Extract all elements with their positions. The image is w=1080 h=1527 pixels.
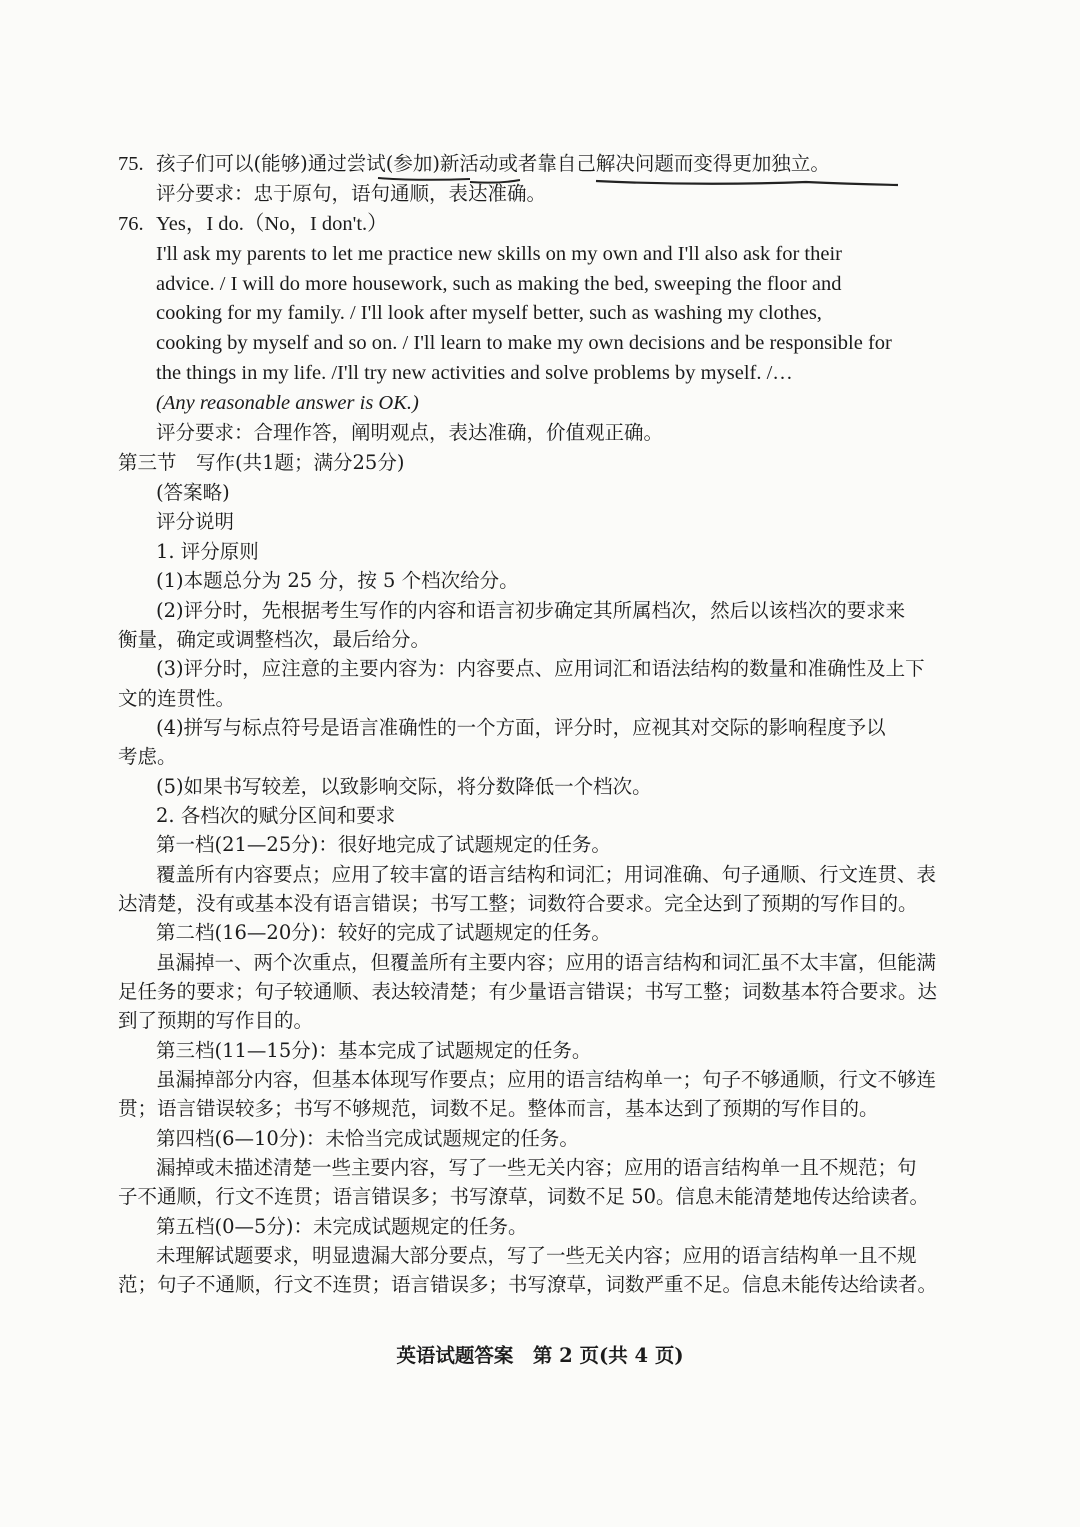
- q76-criteria: 评分要求：合理作答，阐明观点，表达准确，价值观正确。: [156, 421, 664, 444]
- level-body: 足任务的要求；句子较通顺、表达较清楚；有少量语言错误；书写工整；词数基本符合要求。达: [118, 980, 938, 1003]
- level-heading: 第五档(0—5分)：未完成试题规定的任务。: [156, 1215, 528, 1238]
- q76-answer-line: cooking by myself and so on. / I'll learn to make my own decisions and be responsible for: [156, 332, 892, 354]
- page-footer: 英语试题答案 第 2 页(共 4 页): [396, 1344, 684, 1367]
- level-body: 漏掉或未描述清楚一些主要内容，写了一些无关内容；应用的语言结构单一且不规范；句: [156, 1156, 917, 1179]
- level-body: 未理解试题要求，明显遗漏大部分要点，写了一些无关内容；应用的语言结构单一且不规: [156, 1244, 917, 1267]
- q76-short-answer: Yes，I do.（No，I don't.）: [156, 213, 388, 235]
- q76-answer-line: cooking for my family. / I'll look after myself better, such as washing my clothes,: [156, 302, 822, 324]
- principle-item: (3)评分时，应注意的主要内容为：内容要点、应用词汇和语法结构的数量和准确性及上下: [156, 657, 925, 680]
- principle-item-cont: 衡量，确定或调整档次，最后给分。: [118, 628, 431, 651]
- q75-answer: 孩子们可以(能够)通过尝试(参加)新活动或者靠自己解决问题而变得更加独立。: [156, 152, 830, 175]
- level-body: 范；句子不通顺，行文不连贯；语言错误多；书写潦草，词数严重不足。信息未能传达给读者。: [118, 1273, 938, 1296]
- level-body: 虽漏掉一、两个次重点，但覆盖所有主要内容；应用的语言结构和词汇虽不太丰富，但能满: [156, 951, 937, 974]
- pen-underline: [596, 181, 898, 185]
- principle-item-cont: 文的连贯性。: [118, 687, 236, 710]
- q76-answer-line: the things in my life. /I'll try new activities and solve problems by myself. /…: [156, 362, 793, 384]
- level-heading: 第四档(6—10分)：未恰当完成试题规定的任务。: [156, 1127, 579, 1150]
- principle-item: (1)本题总分为 25 分，按 5 个档次给分。: [156, 569, 519, 592]
- level-body: 达清楚，没有或基本没有语言错误；书写工整；词数符合要求。完全达到了预期的写作目的。: [118, 892, 918, 915]
- pen-underline: [470, 180, 520, 183]
- pen-underline: [378, 178, 470, 180]
- level-heading: 第三档(11—15分)：基本完成了试题规定的任务。: [156, 1039, 592, 1062]
- q76-answer-line: advice. / I will do more housework, such as making the bed, sweeping the floor and: [156, 273, 842, 295]
- level-heading: 第二档(16—20分)：较好的完成了试题规定的任务。: [156, 921, 611, 944]
- principle-item: (2)评分时，先根据考生写作的内容和语言初步确定其所属档次，然后以该档次的要求来: [156, 599, 906, 622]
- q75-number: 75.: [118, 153, 144, 175]
- level-body: 覆盖所有内容要点；应用了较丰富的语言结构和词汇；用词准确、句子通顺、行文连贯、表: [156, 863, 937, 886]
- section3-title: 第三节 写作(共1题；满分25分): [118, 451, 405, 474]
- principle-item: (4)拼写与标点符号是语言准确性的一个方面，评分时，应视其对交际的影响程度予以: [156, 716, 886, 739]
- level-body: 虽漏掉部分内容，但基本体现写作要点；应用的语言结构单一；句子不够通顺，行文不够连: [156, 1068, 937, 1091]
- levels-title: 2. 各档次的赋分区间和要求: [156, 804, 396, 827]
- answer-omitted: (答案略): [156, 481, 230, 504]
- q76-note: (Any reasonable answer is OK.): [156, 392, 419, 414]
- scoring-title: 评分说明: [156, 510, 235, 533]
- q76-answer-line: I'll ask my parents to let me practice new skills on my own and I'll also ask for their: [156, 243, 842, 265]
- q76-number: 76.: [118, 213, 144, 235]
- level-body: 到了预期的写作目的。: [118, 1009, 314, 1032]
- q75-criteria: 评分要求：忠于原句，语句通顺，表达准确。: [156, 182, 547, 205]
- level-heading: 第一档(21—25分)：很好地完成了试题规定的任务。: [156, 833, 611, 856]
- principle-item: (5)如果书写较差，以致影响交际，将分数降低一个档次。: [156, 775, 652, 798]
- principles-title: 1. 评分原则: [156, 540, 259, 563]
- principle-item-cont: 考虑。: [118, 745, 177, 768]
- level-body: 贯；语言错误较多；书写不够规范，词数不足。整体而言，基本达到了预期的写作目的。: [118, 1097, 879, 1120]
- level-body: 子不通顺，行文不连贯；语言错误多；书写潦草，词数不足 50。信息未能清楚地传达给读者。: [118, 1185, 930, 1208]
